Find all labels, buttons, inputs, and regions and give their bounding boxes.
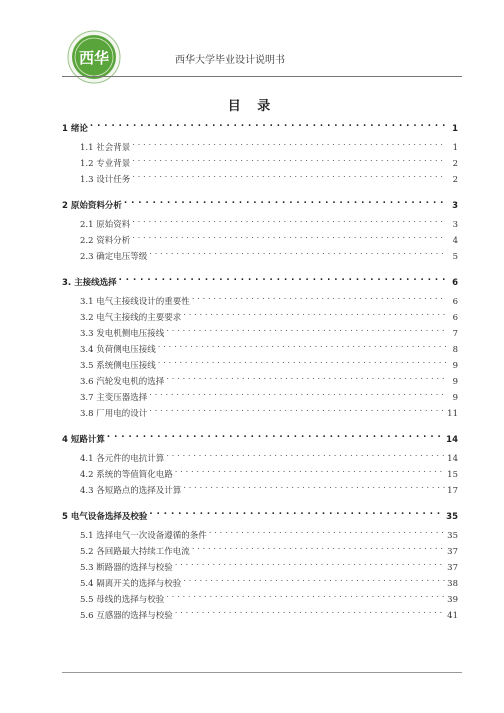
toc-subsection-entry[interactable]: [62, 572, 458, 589]
toc-section-entry[interactable]: [62, 271, 458, 288]
toc-page-number: 9: [452, 377, 458, 387]
toc-page-number: 9: [452, 361, 458, 371]
toc-page-number: 1: [452, 143, 458, 153]
toc-entry-label: 3.5 系统侧电压接线: [80, 361, 156, 371]
toc-page-number: 6: [452, 297, 458, 307]
toc-dot-leader: [192, 540, 445, 554]
toc-dot-leader: [132, 168, 446, 182]
toc-dot-leader: [209, 524, 445, 538]
toc-page-number: 39: [447, 595, 458, 605]
toc-page-number: 35: [446, 512, 458, 522]
toc-page-number: 38: [447, 579, 458, 589]
toc-dot-leader: [183, 306, 446, 320]
toc-dot-leader: [149, 505, 444, 519]
toc-subsection-entry[interactable]: [62, 463, 458, 480]
toc-page-number: 8: [452, 345, 458, 355]
toc-dot-leader: [192, 290, 446, 304]
toc-dot-leader: [158, 338, 446, 352]
toc-entry-label: 5.3 断路器的选择与校验: [80, 563, 173, 573]
toc-subsection-entry[interactable]: [62, 524, 458, 541]
toc-subsection-entry[interactable]: [62, 306, 458, 323]
toc-subsection-entry[interactable]: [62, 152, 458, 169]
toc-entry-label: 3.4 负荷侧电压接线: [80, 345, 156, 355]
toc-page-number: 41: [447, 611, 458, 621]
toc-section-entry[interactable]: [62, 505, 458, 522]
toc-page-number: 7: [452, 329, 458, 339]
toc-entry-label: 2 原始资料分析: [62, 201, 122, 211]
toc-subsection-entry[interactable]: [62, 402, 458, 419]
toc-subsection-entry[interactable]: [62, 479, 458, 496]
toc-subsection-entry[interactable]: [62, 447, 458, 464]
toc-subsection-entry[interactable]: [62, 338, 458, 355]
toc-entry-label: 1.3 设计任务: [80, 175, 131, 185]
toc-entry-label: 1.1 社会背景: [80, 143, 131, 153]
toc-dot-leader: [175, 556, 445, 570]
toc-page-number: 14: [446, 435, 458, 445]
toc-dot-leader: [149, 402, 445, 416]
toc-dot-leader: [132, 152, 446, 166]
footer-divider: [62, 672, 462, 673]
toc-subsection-entry[interactable]: [62, 588, 458, 605]
toc-subsection-entry[interactable]: [62, 386, 458, 403]
toc-dot-leader: [158, 354, 446, 368]
toc-subsection-entry[interactable]: [62, 136, 458, 153]
toc-dot-leader: [119, 271, 446, 285]
toc-entry-label: 1 绪论: [62, 124, 88, 134]
toc-page-number: 6: [452, 278, 458, 288]
toc-section-entry[interactable]: [62, 194, 458, 211]
toc-dot-leader: [166, 447, 445, 461]
toc-title: 目 录: [227, 99, 277, 114]
toc-page-number: 2: [452, 159, 458, 169]
toc-dot-leader: [149, 245, 446, 259]
toc-dot-leader: [107, 428, 444, 442]
toc-page-number: 1: [452, 124, 458, 134]
toc-dot-leader: [166, 370, 446, 384]
toc-section-entry[interactable]: [62, 428, 458, 445]
toc-page-number: 9: [452, 393, 458, 403]
toc-entry-label: 2.1 原始资料: [80, 220, 131, 230]
toc-entry-label: 4.3 各短路点的选择及计算: [80, 486, 182, 496]
toc-subsection-entry[interactable]: [62, 168, 458, 185]
toc-section-entry[interactable]: [62, 117, 458, 134]
toc-page-number: 4: [452, 236, 458, 246]
toc-subsection-entry[interactable]: [62, 540, 458, 557]
toc-page-number: 37: [447, 547, 458, 557]
toc-entry-label: 3.8 厂用电的设计: [80, 409, 148, 419]
toc-entry-label: 2.2 资料分析: [80, 236, 131, 246]
toc-dot-leader: [149, 386, 446, 400]
toc-dot-leader: [183, 572, 445, 586]
toc-subsection-entry[interactable]: [62, 290, 458, 307]
svg-text:西华: 西华: [78, 49, 110, 67]
toc-page-number: 5: [452, 252, 458, 262]
header-divider: [62, 76, 462, 77]
toc-dot-leader: [90, 117, 446, 131]
toc-subsection-entry[interactable]: [62, 556, 458, 573]
toc-subsection-entry[interactable]: [62, 229, 458, 246]
toc-page-number: 17: [447, 486, 458, 496]
toc-entry-label: 5.2 各回路最大持续工作电流: [80, 547, 190, 557]
toc-entry-label: 3.1 电气主接线设计的重要性: [80, 297, 190, 307]
toc-entry-label: 4.2 系统的等值简化电路: [80, 470, 173, 480]
toc-entry-label: 5.6 互感器的选择与校验: [80, 611, 173, 621]
toc-entry-label: 5.1 选择电气一次设备遵循的条件: [80, 531, 207, 541]
toc-entry-label: 4 短路计算: [62, 435, 105, 445]
toc-subsection-entry[interactable]: [62, 213, 458, 230]
toc-page-number: 6: [452, 313, 458, 323]
toc-subsection-entry[interactable]: [62, 245, 458, 262]
toc-entry-label: 1.2 专业背景: [80, 159, 131, 169]
toc-page-number: 15: [447, 470, 458, 480]
toc-page-number: 14: [447, 454, 458, 464]
toc-dot-leader: [166, 322, 446, 336]
toc-subsection-entry[interactable]: [62, 370, 458, 387]
toc-entry-label: 2.3 确定电压等级: [80, 252, 148, 262]
toc-dot-leader: [132, 229, 446, 243]
toc-entry-label: 5.5 母线的选择与校验: [80, 595, 165, 605]
toc-entry-label: 3.7 主变压器选择: [80, 393, 148, 403]
toc-entry-label: 4.1 各元件的电抗计算: [80, 454, 165, 464]
toc-dot-leader: [124, 194, 446, 208]
toc-page-number: 35: [447, 531, 458, 541]
toc-entry-label: 3.6 汽轮发电机的选择: [80, 377, 165, 387]
toc-page-number: 37: [447, 563, 458, 573]
toc-subsection-entry[interactable]: [62, 354, 458, 371]
header-title: 西华大学毕业设计说明书: [175, 55, 285, 66]
toc-page-number: 2: [452, 175, 458, 185]
toc-dot-leader: [132, 136, 446, 150]
toc-subsection-entry[interactable]: [62, 604, 458, 621]
toc-dot-leader: [175, 604, 445, 618]
toc-entry-label: 5 电气设备选择及校验: [62, 512, 148, 522]
toc-entry-label: 3.3 发电机侧电压接线: [80, 329, 165, 339]
toc-subsection-entry[interactable]: [62, 322, 458, 339]
toc-dot-leader: [132, 213, 446, 227]
toc-dot-leader: [183, 479, 445, 493]
toc-dot-leader: [175, 463, 445, 477]
toc-dot-leader: [166, 588, 445, 602]
toc-entry-label: 3. 主接线选择: [62, 278, 117, 288]
toc-page-number: 3: [452, 201, 458, 211]
toc-page-number: 11: [447, 409, 458, 419]
toc-entry-label: 3.2 电气主接线的主要要求: [80, 313, 182, 323]
toc-page-number: 3: [452, 220, 458, 230]
toc-entry-label: 5.4 隔离开关的选择与校验: [80, 579, 182, 589]
